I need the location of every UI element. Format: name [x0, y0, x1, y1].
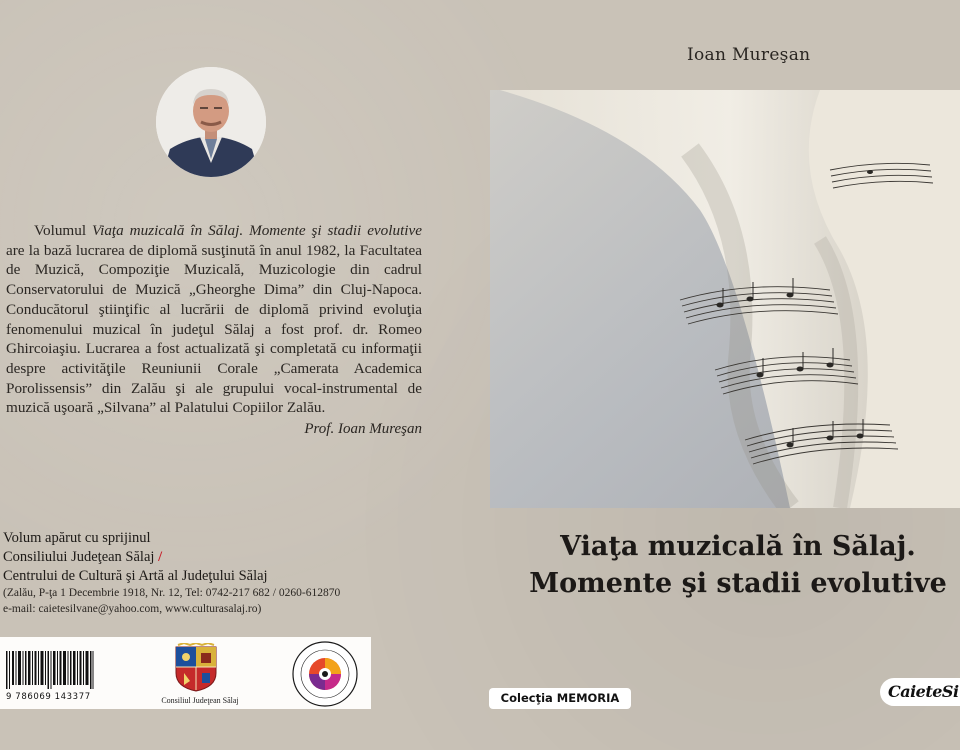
back-cover-blurb [6, 221, 422, 418]
blurb-signature: Prof. Ioan Mureşan [304, 421, 422, 437]
support-slash: / [158, 549, 163, 565]
crest-label: Consiliul Judeţean Sălaj [161, 696, 239, 705]
isbn-number: 9 786069 143377 [6, 692, 91, 702]
publisher-logo: CaieteSi [880, 678, 960, 706]
support-address [3, 586, 340, 617]
logo-strip [0, 637, 371, 709]
collection-label: Colecţia MEMORIA [489, 688, 631, 709]
support-notice [3, 529, 268, 586]
cover-sheet-music-image [490, 90, 960, 508]
support-line-3: Centrului de Cultură şi Artă al Judeţului Sălaj [3, 568, 268, 584]
blurb-book-title: Viaţa muzicală în Sălaj. Momente şi stadii evolutive [91, 222, 423, 239]
barcode-icon [6, 651, 94, 689]
address-line-2: e-mail: caietesilvane@yahoo.com, www.culturasalaj.ro) [3, 602, 262, 615]
book-author: Ioan Mureşan [687, 45, 811, 65]
book-title [490, 528, 960, 602]
support-line-1: Volum apărut cu sprijinul [3, 530, 151, 546]
book-title-line-2: Momente şi stadii evolutive [529, 568, 947, 599]
culture-center-logo-icon [291, 640, 359, 708]
address-line-1: (Zalău, P-ţa 1 Decembrie 1918, Nr. 12, Tel: 0742-217 682 / 0260-612870 [3, 587, 341, 599]
support-line-2: Consiliului Judeţean Sălaj / [3, 549, 163, 565]
county-crest-icon [172, 643, 220, 693]
blurb-paragraph: Volumul Viaţa muzicală în Sălaj. Momente şi stadii evolutive are la bază lucrarea de diplomă susţinută în anul 1982, la Facultatea de Muzică, Compoziţie Muzicală, Muzicologie din cadrul Conservatorului de Muzică „Gheorghe Dima” din Cluj-Napoca. Conducătorul ştiinţific al lucrării de diplomă privind evoluţia fenomenului muzical în judeţul Sălaj a fost prof. dr. Romeo Ghircoiaşiu. Lucrarea a fost actualizată şi completată cu informaţii despre activităţile Reuniunii Corale „Camerata Academica Porolissensis” din Zalău şi ale grupului vocal-instrumental de muzică uşoară „Silvana” al Palatului Copiilor Zalău. [6, 222, 423, 417]
author-portrait [156, 67, 266, 177]
book-title-line-1: Viaţa muzicală în Sălaj. [560, 531, 916, 562]
